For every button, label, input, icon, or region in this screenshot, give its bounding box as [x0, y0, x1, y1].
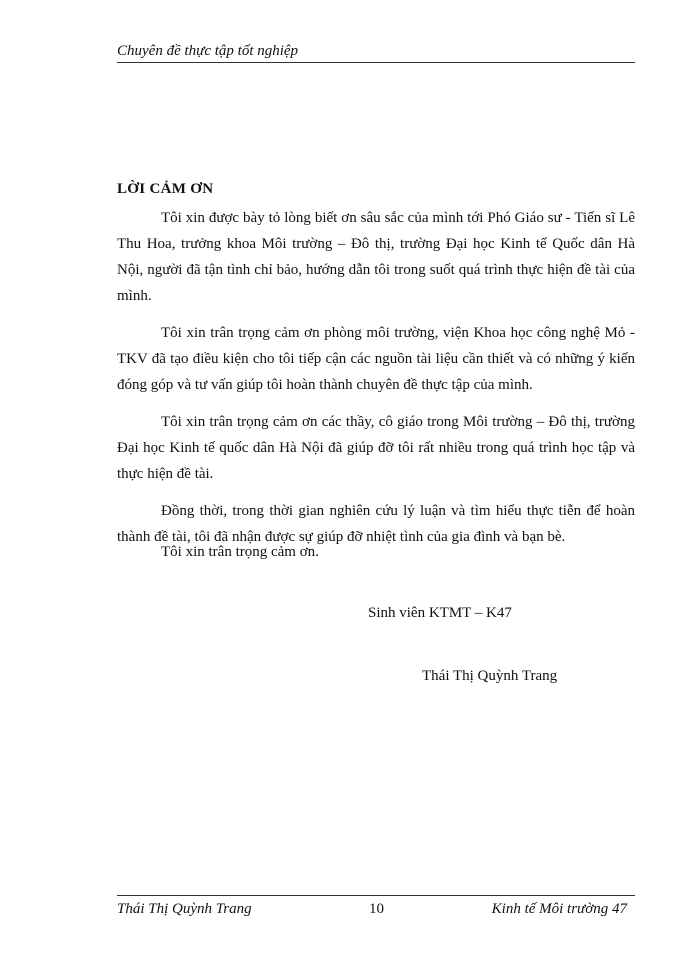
running-footer: [117, 895, 635, 922]
running-header: [117, 40, 635, 63]
header-title: Chuyên đề thực tập tốt nghiệp: [117, 43, 299, 59]
closing-line: Tôi xin trân trọng cảm ơn.: [161, 544, 319, 560]
paragraph-1: Tôi xin được bày tỏ lòng biết ơn sâu sắc của mình tới Phó Giáo sư - Tiến sĩ Lê Thu Hoa, trưởng khoa Môi trường – Đô thị, trường Đại học Kinh tế Quốc dân Hà Nội, người đã tận tình chỉ bảo, hướng dẫn tôi trong suốt quá trình thực hiện đề tài của mình.: [117, 210, 635, 304]
page-number: 10: [369, 901, 384, 917]
signature-role: Sinh viên KTMT – K47: [368, 605, 512, 621]
paragraph-3: Tôi xin trân trọng cảm ơn các thầy, cô giáo trong Môi trường – Đô thị, trường Đại học Kinh tế quốc dân Hà Nội đã giúp đỡ tôi rất nhiều trong quá trình học tập và thực hiện đề tài.: [117, 414, 635, 482]
footer-author: Thái Thị Quỳnh Trang: [117, 901, 252, 917]
paragraph-2: Tôi xin trân trọng cảm ơn phòng môi trường, viện Khoa học công nghệ Mỏ - TKV đã tạo điều kiện cho tôi tiếp cận các nguồn tài liệu cần thiết và có những ý kiến đóng góp và tư vấn giúp tôi hoàn thành chuyên đề thực tập của mình.: [117, 325, 635, 393]
signature-name: Thái Thị Quỳnh Trang: [422, 668, 558, 684]
page-title: LỜI CẢM ƠN: [117, 181, 214, 197]
body-text: [117, 205, 635, 561]
footer-class-name: Kinh tế Môi trường 47: [491, 901, 627, 917]
paragraph-4: Đồng thời, trong thời gian nghiên cứu lý luận và tìm hiểu thực tiễn để hoàn thành đề tài, tôi đã nhận được sự giúp đỡ nhiệt tình của gia đình và bạn bè.: [117, 503, 635, 545]
